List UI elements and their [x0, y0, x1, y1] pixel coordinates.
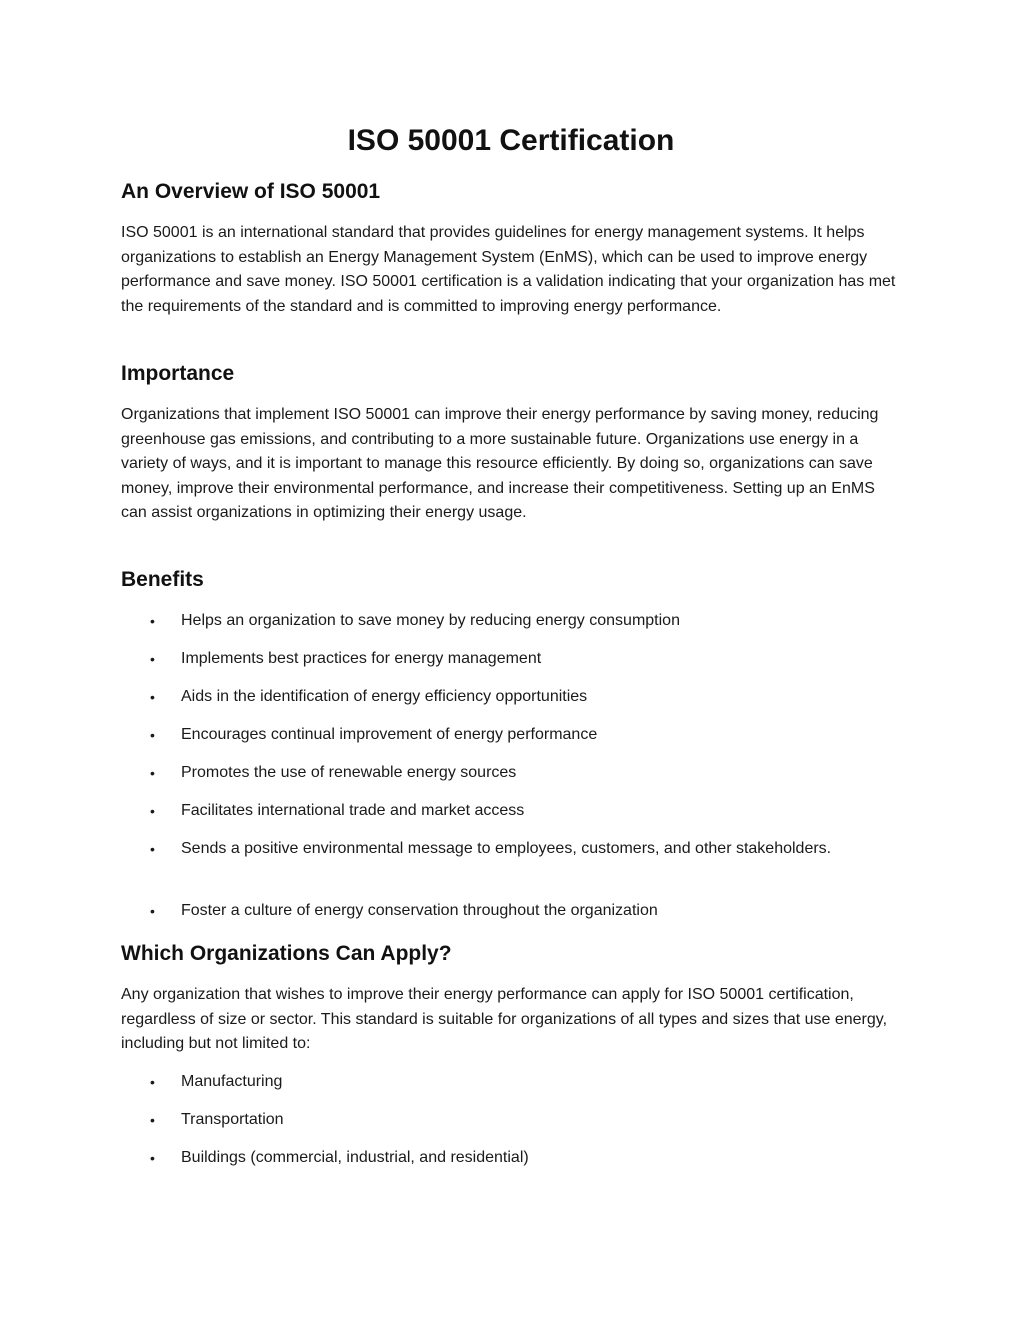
list-item — [121, 685, 901, 710]
overview-paragraph: ISO 50001 is an international standard that provides guidelines for energy management systems. It helps organizations to establish an Energy Management System (EnMS), which can be used to improve energy performance and save money. ISO 50001 certification is a validation indicating that your organization has met the requirements of the standard and is committed to improving energy performance. — [121, 224, 896, 315]
bullet-icon: • — [150, 651, 155, 667]
importance-paragraph: Organizations that implement ISO 50001 can improve their energy performance by saving money, reducing greenhouse gas emissions, and contributing to a more sustainable future. Organizations use energy in a variety of ways, and it is important to manage this resource efficiently. By doing so, organizations can save money, improve their environmental performance, and increase their competitiveness. Setting up an EnMS can assist organizations in optimizing their energy usage. — [121, 406, 879, 522]
bullet-icon: • — [150, 689, 155, 705]
bullet-icon: • — [150, 613, 155, 629]
list-item — [121, 1108, 901, 1133]
list-item — [121, 723, 901, 748]
list-item-text: Facilitates international trade and market access — [181, 802, 525, 819]
section-heading-apply: Which Organizations Can Apply? — [121, 942, 452, 965]
bullet-icon: • — [150, 1150, 155, 1166]
list-item-text: Manufacturing — [181, 1073, 283, 1090]
list-item-text: Encourages continual improvement of energy performance — [181, 726, 598, 743]
section-heading-overview: An Overview of ISO 50001 — [121, 180, 381, 203]
page-title: ISO 50001 Certification — [347, 124, 675, 157]
list-item-text: Transportation — [181, 1111, 284, 1128]
bullet-icon: • — [150, 1112, 155, 1128]
list-item-text: Buildings (commercial, industrial, and residential) — [181, 1149, 529, 1166]
bullet-icon: • — [150, 727, 155, 743]
bullet-icon: • — [150, 841, 155, 857]
list-item — [121, 1070, 901, 1095]
list-item-text: Implements best practices for energy management — [181, 650, 542, 667]
list-item — [121, 799, 901, 824]
list-item — [121, 899, 901, 924]
list-item — [121, 837, 841, 862]
list-item-text: Promotes the use of renewable energy sources — [181, 764, 517, 781]
list-item — [121, 647, 901, 672]
list-item-text: Helps an organization to save money by reducing energy consumption — [181, 612, 680, 629]
apply-paragraph: Any organization that wishes to improve their energy performance can apply for ISO 50001 certification, regardless of size or sector. This standard is suitable for organizations of all types and sizes that use energy, including but not limited to: — [121, 986, 888, 1053]
list-item — [121, 761, 901, 786]
list-item — [121, 1146, 901, 1171]
list-item-text: Aids in the identification of energy efficiency opportunities — [181, 688, 588, 705]
section-heading-benefits: Benefits — [121, 568, 204, 591]
bullet-icon: • — [150, 903, 155, 919]
list-item-text: Foster a culture of energy conservation throughout the organization — [181, 902, 658, 919]
section-heading-importance: Importance — [121, 362, 235, 385]
list-item-text: Sends a positive environmental message to employees, customers, and other stakeholders. — [181, 840, 832, 857]
list-item — [121, 609, 901, 634]
bullet-icon: • — [150, 765, 155, 781]
bullet-icon: • — [150, 1074, 155, 1090]
bullet-icon: • — [150, 803, 155, 819]
